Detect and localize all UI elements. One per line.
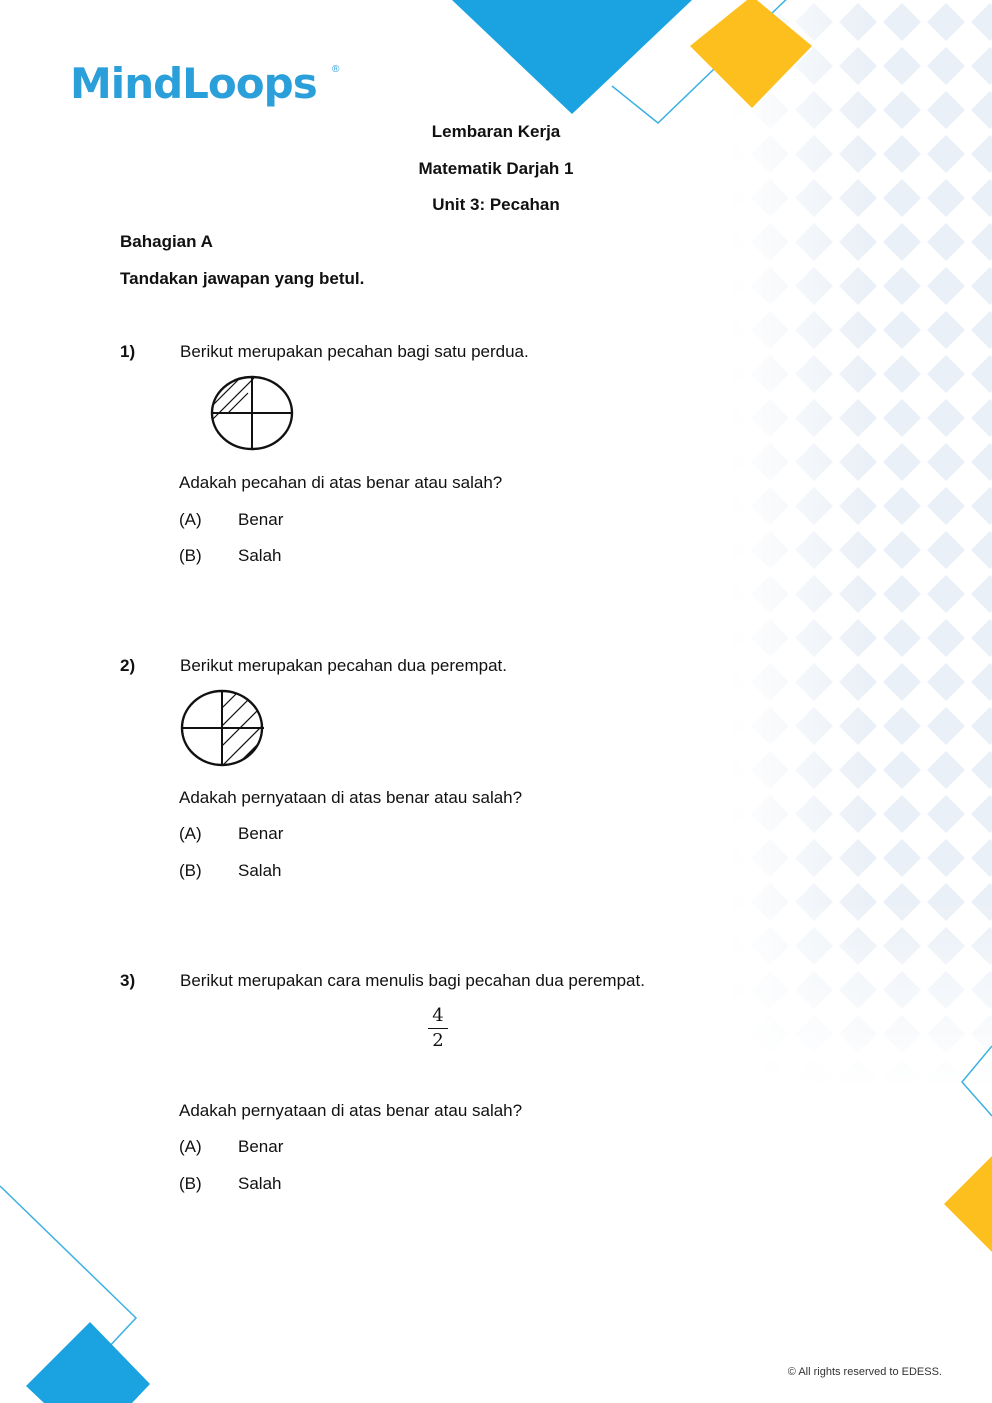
copyright-footer: © All rights reserved to EDESS. <box>787 1366 942 1378</box>
question-1-option-a-text[interactable]: Benar <box>238 510 284 529</box>
question-1-ask: Adakah pecahan di atas benar atau salah? <box>179 473 503 492</box>
outline-diamond-top <box>612 0 796 123</box>
question-2-option-b-letter[interactable]: (B) <box>179 861 202 880</box>
question-1-option-b-letter[interactable]: (B) <box>179 546 202 565</box>
question-2-option-b-text[interactable]: Salah <box>238 861 282 880</box>
question-2-text: Berikut merupakan pecahan dua perempat. <box>180 656 507 675</box>
brand-name: MindLoops <box>70 59 317 108</box>
fraction-denominator: 2 <box>432 1030 444 1051</box>
registered-mark: ® <box>332 64 340 75</box>
question-3-option-a-letter[interactable]: (A) <box>179 1137 202 1156</box>
question-2-circle-figure <box>178 688 270 768</box>
question-3-option-a-text[interactable]: Benar <box>238 1137 284 1156</box>
question-1-circle-figure <box>208 374 298 454</box>
question-2-ask: Adakah pernyataan di atas benar atau salah? <box>179 788 523 807</box>
section-title: Bahagian A <box>120 232 213 251</box>
fraction-bar <box>428 1028 448 1029</box>
fraction-numerator: 4 <box>432 1005 444 1026</box>
question-3-ask: Adakah pernyataan di atas benar atau salah? <box>179 1101 523 1120</box>
outline-right <box>962 1046 992 1116</box>
question-1-option-a-letter[interactable]: (A) <box>179 510 202 529</box>
worksheet-title: Lembaran Kerja <box>431 122 561 141</box>
question-2-option-a-text[interactable]: Benar <box>238 824 284 843</box>
question-2-number: 2) <box>120 656 136 675</box>
yellow-diamond-right <box>944 1156 992 1252</box>
outline-bottom-left <box>0 1186 136 1350</box>
yellow-diamond-top <box>690 0 812 108</box>
question-3-text: Berikut merupakan cara menulis bagi pecahan dua perempat. <box>180 971 645 990</box>
question-3-fraction <box>424 1005 452 1052</box>
section-instruction: Tandakan jawapan yang betul. <box>120 269 365 288</box>
blue-triangle-top <box>452 0 692 114</box>
question-1-option-b-text[interactable]: Salah <box>238 546 282 565</box>
question-2-option-a-letter[interactable]: (A) <box>179 824 202 843</box>
question-1-number: 1) <box>120 342 136 361</box>
question-3-option-b-letter[interactable]: (B) <box>179 1174 202 1193</box>
unit-title: Unit 3: Pecahan <box>432 195 560 214</box>
question-1-text: Berikut merupakan pecahan bagi satu perdua. <box>180 342 529 361</box>
subject-title: Matematik Darjah 1 <box>418 159 574 178</box>
brand-logo <box>70 56 350 116</box>
blue-diamond-bottom-left <box>26 1322 150 1403</box>
question-3-number: 3) <box>120 971 136 990</box>
question-3-option-b-text[interactable]: Salah <box>238 1174 282 1193</box>
